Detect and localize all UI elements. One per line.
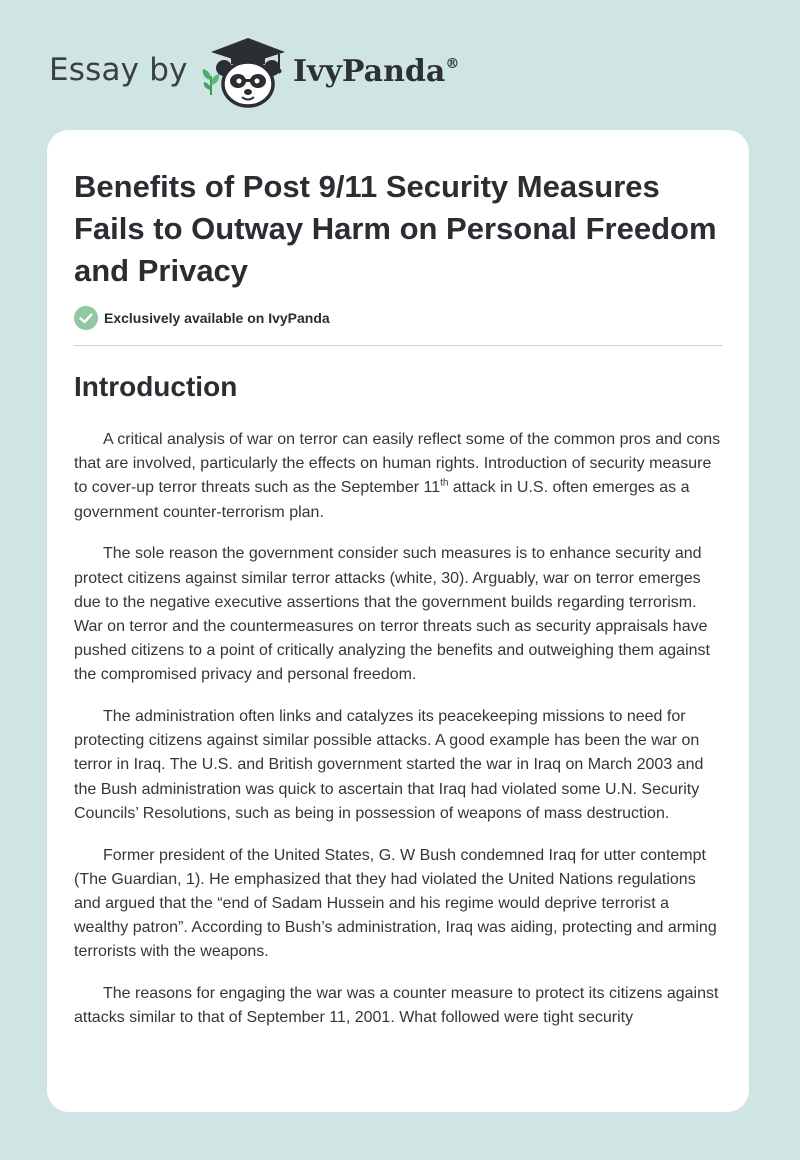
check-circle-icon — [74, 306, 98, 330]
site-header — [0, 0, 800, 130]
essay-title: Benefits of Post 9/11 Security Measures Fails to Outway Harm on Personal Freedom and Privacy — [74, 169, 717, 288]
paragraph-5: The reasons for engaging the war was a counter measure to protect its citizens against attacks similar to that of September 11, 2001. What followed were tight security — [74, 985, 719, 1027]
title-divider — [74, 345, 723, 346]
panda-mascot-icon — [205, 36, 291, 108]
paragraph-3: The administration often links and catalyzes its peacekeeping missions to need for protecting citizens against similar possible attacks. A good example has been the war on terror in Iraq. The U.S. and British government started the war in Iraq on March 2003 and the Bush administration was quick to ascertain that Iraq had violated some U.N. Security Councils’ Resolutions, such as being in possession of weapons of mass destruction. — [74, 708, 704, 822]
paragraph-2: The sole reason the government consider such measures is to enhance security and protect citizens against similar terror attacks (white, 30). Arguably, war on terror emerges due to the negative executive assertions that the government builds regarding terrorism. War on terror and the countermeasures on terror threats such as security appraisals have pushed citizens to a point of critically analyzing the benefits and outweighing them against the compromised privacy and personal freedom. — [74, 545, 710, 684]
essay-body — [74, 428, 724, 1048]
paragraph-4: Former president of the United States, G. W Bush condemned Iraq for utter contempt (The Guardian, 1). He emphasized that they had violated the United Nations regulations and argued that the “end of Sadam Hussein and his regime would deprive terrorist a wealthy patron”. According to Bush’s administration, Iraq was aiding, protecting and arming terrorists with the weapons. — [74, 846, 717, 961]
registered-mark: ® — [445, 56, 460, 72]
exclusive-badge-text: Exclusively available on IvyPanda — [104, 310, 330, 326]
exclusive-badge — [74, 305, 330, 331]
section-heading-introduction: Introduction — [74, 371, 238, 402]
brand-name: IvyPanda® — [293, 54, 460, 89]
paragraph-1: A critical analysis of war on terror can easily reflect some of the common pros and cons that are involved, particularly the effects on human rights. Introduction of security measure to cover-up terror threats such as the September 11th attack in U.S. often emerges as a government counter-terrorism plan. — [74, 431, 721, 521]
essay-card — [47, 130, 749, 1112]
essay-by-label: Essay by — [49, 52, 188, 88]
